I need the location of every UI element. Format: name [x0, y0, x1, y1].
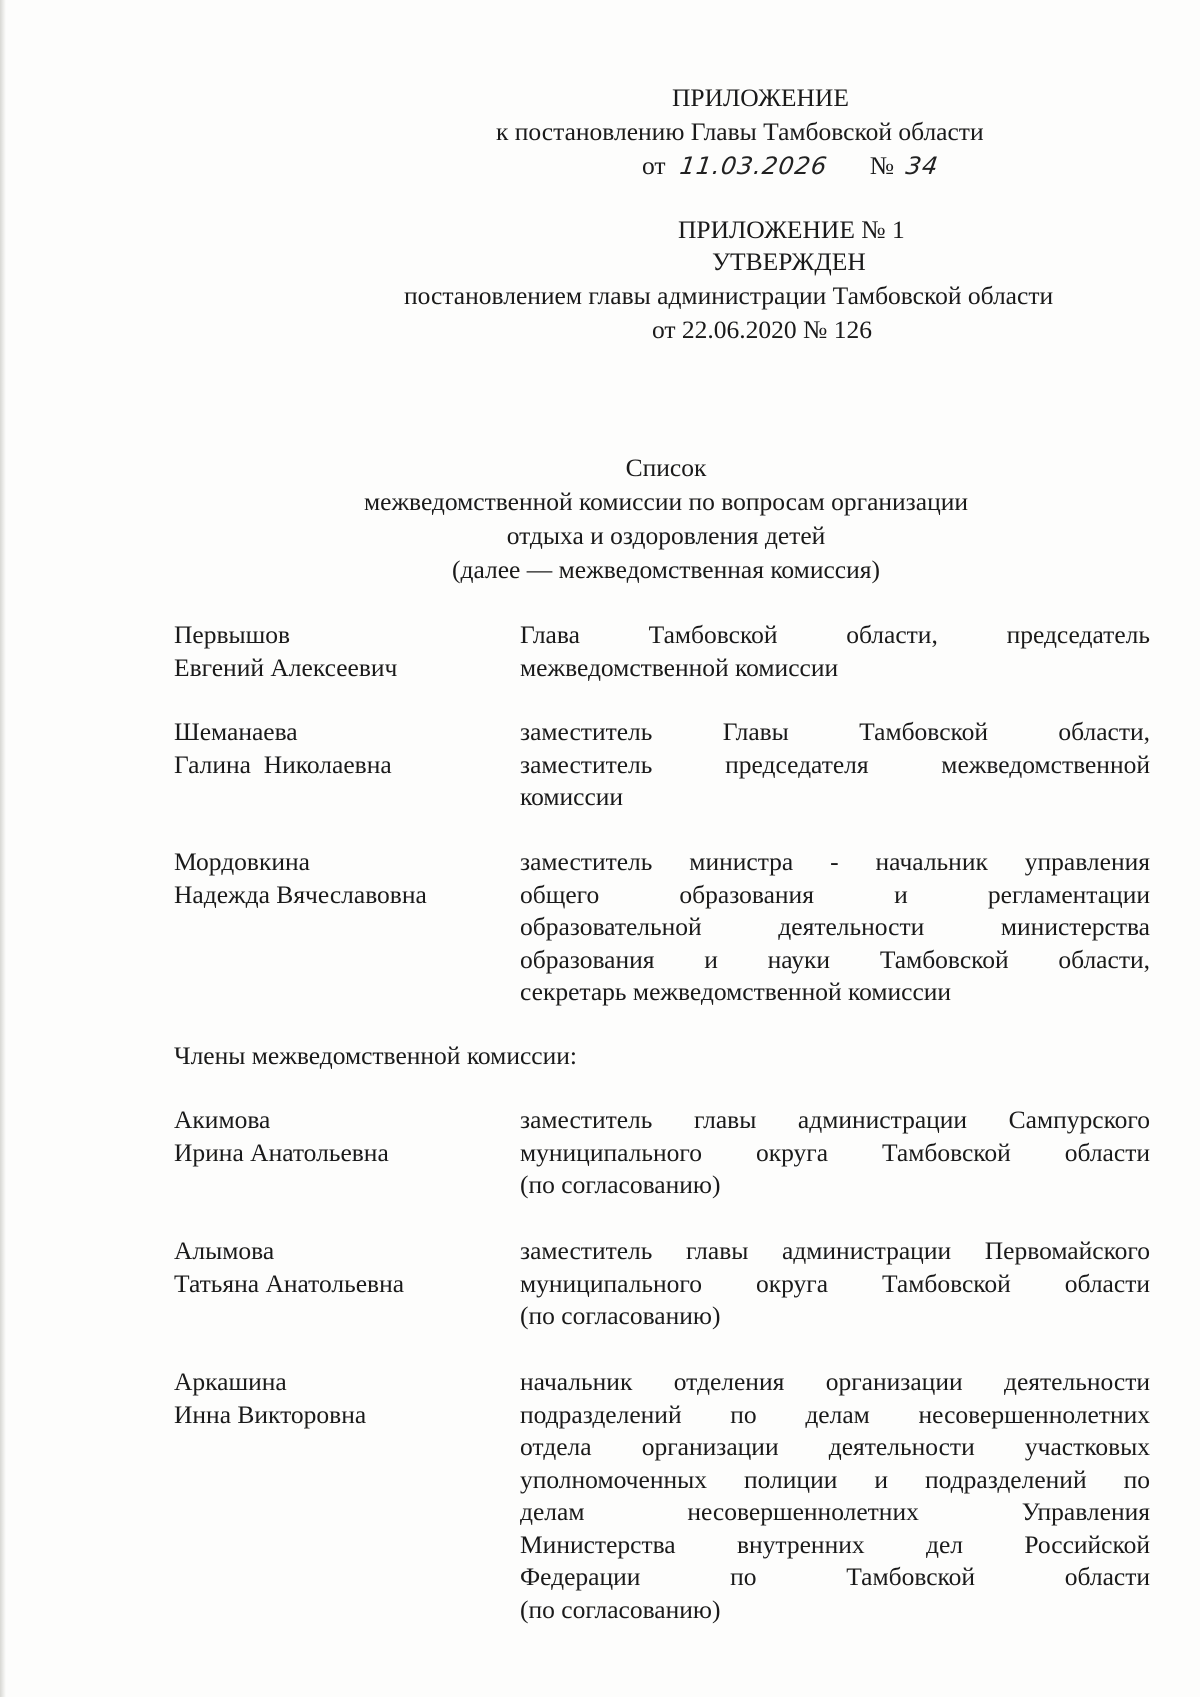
- approved-label: УТВЕРЖДЕН: [712, 247, 866, 276]
- role-line: межведомственной комиссии: [520, 652, 839, 682]
- surname: Первышов: [174, 620, 291, 649]
- role-line: общего образования и регламентации: [520, 879, 1150, 909]
- scan-edge: [0, 0, 6, 1697]
- person-role: [520, 716, 1150, 814]
- surname: Шеманаева: [174, 717, 298, 746]
- role-line: (по согласованию): [520, 1594, 721, 1624]
- person-role: [520, 619, 1150, 684]
- handwritten-number: 34: [904, 152, 941, 180]
- role-line: Глава Тамбовской области, председатель: [520, 620, 1150, 649]
- appendix-label: ПРИЛОЖЕНИЕ: [672, 83, 849, 112]
- title-line-2: межведомственной комиссии по вопросам организации: [363, 487, 969, 516]
- role-line: (по согласованию): [520, 1301, 721, 1330]
- original-appendix-label: ПРИЛОЖЕНИЕ № 1: [678, 215, 905, 244]
- surname: Акимова: [174, 1105, 271, 1134]
- to-resolution-line: к постановлению Главы Тамбовской области: [496, 117, 984, 146]
- person-name: [174, 716, 494, 781]
- person-role: [520, 1366, 1150, 1626]
- person-role: [520, 1235, 1150, 1333]
- role-line: делам несовершеннолетних Управления: [520, 1497, 1150, 1526]
- role-line: заместитель Главы Тамбовской области,: [520, 717, 1150, 746]
- role-line: заместитель главы администрации Сампурского: [520, 1105, 1150, 1134]
- surname: Мордовкина: [174, 847, 310, 876]
- given-names: Евгений Алексеевич: [174, 652, 398, 682]
- role-line: заместитель министра - начальник управления: [520, 847, 1150, 876]
- person-role: [520, 846, 1150, 1009]
- person-name: [174, 1104, 494, 1169]
- role-line: образования и науки Тамбовской области,: [520, 944, 1150, 974]
- role-line: подразделений по делам несовершеннолетних: [520, 1399, 1150, 1429]
- role-line: заместитель главы администрации Первомайского: [520, 1236, 1150, 1265]
- role-line: муниципального округа Тамбовской области: [520, 1268, 1150, 1298]
- approved-by-resolution: постановлением главы администрации Тамбовской области: [404, 281, 1054, 310]
- role-line: комиссии: [520, 782, 624, 811]
- given-names: Инна Викторовна: [174, 1399, 367, 1429]
- surname: Алымова: [174, 1236, 275, 1265]
- title-line-4: (далее — межведомственная комиссия): [452, 555, 880, 584]
- surname: Аркашина: [174, 1367, 287, 1396]
- role-line: образовательной деятельности министерства: [520, 912, 1150, 941]
- given-names: Надежда Вячеславовна: [174, 879, 427, 909]
- title-line-1: Список: [625, 453, 707, 482]
- role-line: начальник отделения организации деятельности: [520, 1367, 1150, 1396]
- role-line: Министерства внутренних дел Российской: [520, 1529, 1150, 1559]
- role-line: уполномоченных полиции и подразделений по: [520, 1464, 1150, 1494]
- from-prefix: от: [642, 151, 666, 180]
- person-name: [174, 1366, 494, 1431]
- person-name: [174, 1235, 494, 1300]
- role-line: Федерации по Тамбовской области: [520, 1562, 1150, 1591]
- resolution-date-number: [642, 150, 939, 182]
- person-name: [174, 619, 494, 684]
- members-heading: Члены межведомственной комиссии:: [174, 1041, 577, 1070]
- handwritten-date: 11.03.2026: [677, 152, 830, 180]
- role-line: муниципального округа Тамбовской области: [520, 1137, 1150, 1167]
- role-line: отдела организации деятельности участковых: [520, 1432, 1150, 1461]
- title-line-3: отдыха и оздоровления детей: [506, 521, 826, 550]
- given-names: Ирина Анатольевна: [174, 1137, 389, 1167]
- number-prefix: №: [869, 151, 895, 180]
- role-line: (по согласованию): [520, 1170, 721, 1199]
- given-names: Галина Николаевна: [174, 749, 392, 779]
- person-role: [520, 1104, 1150, 1202]
- role-line: заместитель председателя межведомственной: [520, 749, 1150, 779]
- original-date-number: от 22.06.2020 № 126: [652, 315, 873, 344]
- given-names: Татьяна Анатольевна: [174, 1268, 405, 1298]
- person-name: [174, 846, 494, 911]
- role-line: секретарь межведомственной комиссии: [520, 977, 952, 1006]
